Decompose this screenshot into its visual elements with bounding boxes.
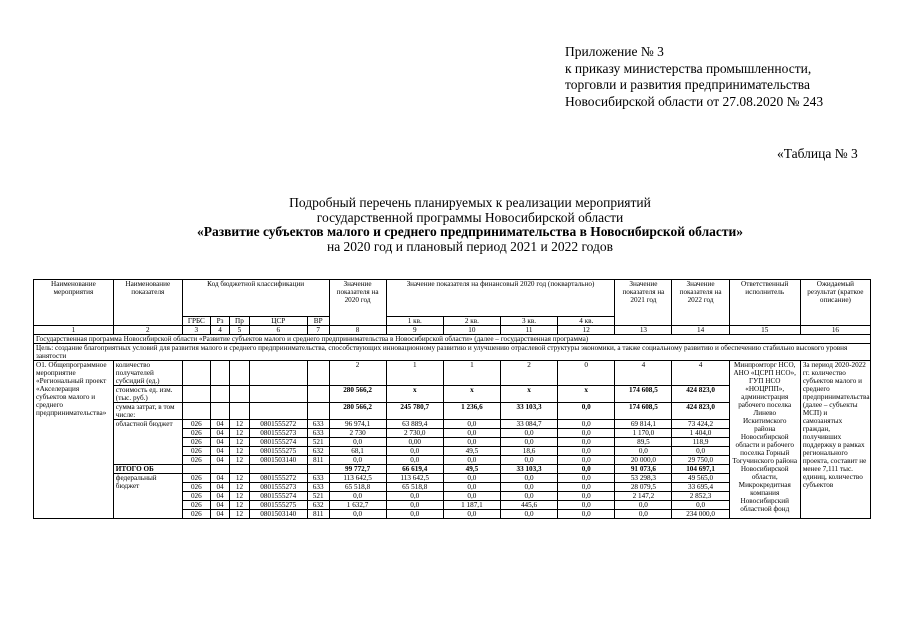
value-cell: 0,0 xyxy=(500,429,557,438)
header-budget-code: Код бюджетной классификации xyxy=(182,280,329,317)
value-cell: 04 xyxy=(210,501,229,510)
value-cell: 28 079,5 xyxy=(615,483,672,492)
value-cell: 04 xyxy=(210,447,229,456)
indicator-cost: стоимость ед. изм. (тыс. руб.) xyxy=(113,386,182,403)
value-cell: 33 103,3 xyxy=(500,465,557,474)
value-cell: 04 xyxy=(210,510,229,519)
subheader-q2: 2 кв. xyxy=(443,317,500,326)
indicator-sum: сумма затрат, в том числе: xyxy=(113,403,182,420)
value-cell: 91 073,6 xyxy=(615,465,672,474)
value-cell: 026 xyxy=(182,492,210,501)
value-cell: 026 xyxy=(182,429,210,438)
column-number: 11 xyxy=(500,326,557,335)
value-cell: 65 518,8 xyxy=(386,483,443,492)
value-cell: 2 xyxy=(500,361,557,386)
value-cell: 026 xyxy=(182,510,210,519)
value-cell: 68,1 xyxy=(329,447,386,456)
value-cell: 2 xyxy=(329,361,386,386)
value-cell: 04 xyxy=(210,474,229,483)
value-cell: 33 084,7 xyxy=(500,420,557,429)
value-cell: 12 xyxy=(230,456,249,465)
value-cell: 2 852,3 xyxy=(672,492,729,501)
indicator-count: количество получателей субсидий (ед.) xyxy=(113,361,182,386)
table-label: «Таблица № 3 xyxy=(777,146,858,161)
value-cell: 026 xyxy=(182,438,210,447)
value-cell: 0,0 xyxy=(386,492,443,501)
value-cell: 0,0 xyxy=(672,501,729,510)
value-cell: 53 298,3 xyxy=(615,474,672,483)
subheader-grbs: ГРБС xyxy=(182,317,210,326)
value-cell: 4 xyxy=(615,361,672,386)
value-cell: 04 xyxy=(210,456,229,465)
value-cell: x xyxy=(386,386,443,403)
appendix-line: торговли и развития предпринимательства xyxy=(565,77,810,92)
header-row xyxy=(34,280,871,317)
column-numbers-row xyxy=(34,326,871,335)
value-cell: 280 566,2 xyxy=(329,403,386,420)
value-cell: 0,0 xyxy=(500,483,557,492)
value-cell: 12 xyxy=(230,483,249,492)
subheader-q3: 3 кв. xyxy=(500,317,557,326)
column-number: 7 xyxy=(307,326,329,335)
value-cell: 0,0 xyxy=(500,456,557,465)
value-cell: 0801555272 xyxy=(249,420,307,429)
value-cell: 69 814,1 xyxy=(615,420,672,429)
subheader-vr: ВР xyxy=(307,317,329,326)
value-cell: 0,0 xyxy=(443,492,500,501)
value-cell: 4 xyxy=(672,361,729,386)
value-cell: 12 xyxy=(230,429,249,438)
value-cell: 0,0 xyxy=(615,501,672,510)
value-cell: 49 565,0 xyxy=(672,474,729,483)
value-cell: 2 730 xyxy=(329,429,386,438)
column-number: 4 xyxy=(210,326,229,335)
title-line: «Развитие субъектов малого и среднего предпринимательства в Новосибирской области» xyxy=(196,224,744,239)
value-cell: 424 823,0 xyxy=(672,403,729,420)
value-cell: 0801555274 xyxy=(249,438,307,447)
value-cell: 66 619,4 xyxy=(386,465,443,474)
value-cell: 0,0 xyxy=(500,510,557,519)
value-cell: 0,0 xyxy=(386,510,443,519)
column-number: 6 xyxy=(249,326,307,335)
value-cell: 0,0 xyxy=(558,403,615,420)
value-cell: 96 974,1 xyxy=(329,420,386,429)
subheader-q1: 1 кв. xyxy=(386,317,443,326)
value-cell: 026 xyxy=(182,483,210,492)
events-table xyxy=(33,279,871,519)
value-cell: 0,0 xyxy=(558,501,615,510)
value-cell: 49,5 xyxy=(443,447,500,456)
value-cell: 0,0 xyxy=(558,429,615,438)
value-cell: 0,0 xyxy=(329,492,386,501)
value-cell: 0,0 xyxy=(443,456,500,465)
value-cell: 1 187,1 xyxy=(443,501,500,510)
value-cell: 0,0 xyxy=(558,474,615,483)
value-cell: 026 xyxy=(182,501,210,510)
value-cell: 04 xyxy=(210,429,229,438)
header-indicator-name: Наименование показателя xyxy=(113,280,182,326)
column-number: 15 xyxy=(729,326,800,335)
value-cell: 0,0 xyxy=(500,492,557,501)
executor-cell: Минпромторг НСО, АНО «ЦСРП НСО», ГУП НСО «НОЦРПП», администрация рабочего поселка Линево Искитимского района Новосибирской области и рабочего поселка Горный Тогучинского района Новосибирской области, Микрокредитная компания Новосибирский областной фонд xyxy=(729,361,800,519)
result-cell: За период 2020-2022 гг. количество субъектов малого и среднего предпринимательства (далее – субъекты МСП) и самозанятых граждан, получивших поддержку в рамках регионального проекта, составит не менее 7,111 тыс. единиц, количество субъектов xyxy=(800,361,870,519)
value-cell: 632 xyxy=(307,447,329,456)
subheader-pr: Пр xyxy=(230,317,249,326)
value-cell: 1 236,6 xyxy=(443,403,500,420)
value-cell: 632 xyxy=(307,501,329,510)
value-cell: 0,00 xyxy=(386,438,443,447)
value-cell: 0801555275 xyxy=(249,501,307,510)
value-cell: 0,0 xyxy=(443,474,500,483)
value-cell: 12 xyxy=(230,492,249,501)
value-cell: 0,0 xyxy=(558,438,615,447)
appendix-line: Новосибирской области от 27.08.2020 № 243 xyxy=(565,93,824,109)
program-name: Государственная программа Новосибирской области «Развитие субъектов малого и среднего предпринимательства в Новосибирской области» (далее – государственная программа) xyxy=(34,335,871,344)
value-cell: 026 xyxy=(182,474,210,483)
value-cell: 12 xyxy=(230,447,249,456)
value-cell: 280 566,2 xyxy=(329,386,386,403)
value-cell: 12 xyxy=(230,420,249,429)
column-number: 5 xyxy=(230,326,249,335)
value-cell: 0,0 xyxy=(329,510,386,519)
value-cell: x xyxy=(443,386,500,403)
value-cell: 026 xyxy=(182,420,210,429)
value-cell: 0801555275 xyxy=(249,447,307,456)
value-cell: 33 103,3 xyxy=(500,403,557,420)
value-cell: 0 xyxy=(558,361,615,386)
value-cell: 04 xyxy=(210,483,229,492)
appendix-header xyxy=(565,44,823,110)
event-name: О1. Общепрограммное мероприятие «Региональный проект «Акселерация субъектов малого и среднего предпринимательства» xyxy=(34,361,114,519)
value-cell: 33 695,4 xyxy=(672,483,729,492)
value-cell: 1 170,0 xyxy=(615,429,672,438)
value-cell: 0801555274 xyxy=(249,492,307,501)
value-cell: 521 xyxy=(307,492,329,501)
program-goal: Цель: создание благоприятных условий для развития малого и среднего предпринимательства, способствующих инновационному развитию и улучшению отраслевой структуры экономики, а также социальному развитию и обеспечению стабильно высокого уровня занятости xyxy=(34,344,871,361)
value-cell: 0,0 xyxy=(558,510,615,519)
value-cell: 0,0 xyxy=(386,447,443,456)
header-value-2020: Значение показателя на 2020 год xyxy=(329,280,386,326)
subheader-q4: 4 кв. xyxy=(558,317,615,326)
value-cell: 811 xyxy=(307,456,329,465)
value-cell: 1 632,7 xyxy=(329,501,386,510)
value-cell: 026 xyxy=(182,456,210,465)
column-number: 13 xyxy=(615,326,672,335)
value-cell: 633 xyxy=(307,429,329,438)
value-cell: 0,0 xyxy=(443,429,500,438)
value-cell: 0,0 xyxy=(558,447,615,456)
column-number: 16 xyxy=(800,326,870,335)
value-cell: 633 xyxy=(307,483,329,492)
value-cell: 2 147,2 xyxy=(615,492,672,501)
value-cell: 0,0 xyxy=(558,483,615,492)
value-cell: 445,6 xyxy=(500,501,557,510)
value-cell: 1 404,0 xyxy=(672,429,729,438)
value-cell: 1 xyxy=(443,361,500,386)
value-cell: 04 xyxy=(210,438,229,447)
value-cell: 0,0 xyxy=(500,474,557,483)
total-label: ИТОГО ОБ xyxy=(113,465,182,474)
value-cell: 026 xyxy=(182,447,210,456)
value-cell: 65 518,8 xyxy=(329,483,386,492)
value-cell: 73 424,2 xyxy=(672,420,729,429)
value-cell: 0,0 xyxy=(443,420,500,429)
title-line: Подробный перечень планируемых к реализации мероприятий xyxy=(289,195,651,210)
value-cell: 0,0 xyxy=(615,447,672,456)
column-number: 9 xyxy=(386,326,443,335)
value-cell: 113 642,5 xyxy=(386,474,443,483)
value-cell: 0,0 xyxy=(615,510,672,519)
value-cell: 424 823,0 xyxy=(672,386,729,403)
value-cell: 18,6 xyxy=(500,447,557,456)
appendix-line: Приложение № 3 xyxy=(565,44,664,59)
budget-source-label: областной бюджет xyxy=(113,420,182,465)
title-line: государственной программы Новосибирской области xyxy=(316,209,624,225)
budget-source-label: федеральный бюджет xyxy=(113,474,182,519)
value-cell: x xyxy=(558,386,615,403)
header-executor: Ответственный исполнитель xyxy=(729,280,800,326)
value-cell: 0801503140 xyxy=(249,510,307,519)
column-number: 12 xyxy=(558,326,615,335)
value-cell: 12 xyxy=(230,501,249,510)
value-cell: 633 xyxy=(307,474,329,483)
value-cell: 0,0 xyxy=(443,510,500,519)
value-cell: 0,0 xyxy=(558,492,615,501)
value-cell: 2 730,0 xyxy=(386,429,443,438)
value-cell: 0,0 xyxy=(558,465,615,474)
header-value-2022: Значение показателя на 2022 год xyxy=(672,280,729,326)
value-cell: 811 xyxy=(307,510,329,519)
goal-row xyxy=(34,344,871,361)
document-title xyxy=(120,196,820,254)
appendix-line: к приказу министерства промышленности, xyxy=(565,60,812,76)
value-cell: 04 xyxy=(210,492,229,501)
value-cell: 245 780,7 xyxy=(386,403,443,420)
value-cell: 12 xyxy=(230,510,249,519)
value-cell: 0,0 xyxy=(386,501,443,510)
value-cell: 234 000,0 xyxy=(672,510,729,519)
title-line: на 2020 год и плановый период 2021 и 2022 годов xyxy=(326,238,614,254)
column-number: 2 xyxy=(113,326,182,335)
value-cell: 12 xyxy=(230,474,249,483)
value-cell: 0801555272 xyxy=(249,474,307,483)
header-event-name: Наименование мероприятия xyxy=(34,280,114,326)
value-cell: 20 000,0 xyxy=(615,456,672,465)
value-cell: 0,0 xyxy=(558,456,615,465)
value-cell: 0,0 xyxy=(443,438,500,447)
value-cell: 12 xyxy=(230,438,249,447)
header-result: Ожидаемый результат (краткое описание) xyxy=(800,280,870,326)
column-number: 14 xyxy=(672,326,729,335)
value-cell: 633 xyxy=(307,420,329,429)
value-cell: 04 xyxy=(210,420,229,429)
value-cell: 0,0 xyxy=(329,438,386,447)
value-cell: 118,9 xyxy=(672,438,729,447)
value-cell: 99 772,7 xyxy=(329,465,386,474)
value-cell: x xyxy=(500,386,557,403)
value-cell: 49,5 xyxy=(443,465,500,474)
value-cell: 174 608,5 xyxy=(615,386,672,403)
value-cell: 1 xyxy=(386,361,443,386)
value-cell: 113 642,5 xyxy=(329,474,386,483)
value-cell: 63 889,4 xyxy=(386,420,443,429)
header-value-2021: Значение показателя на 2021 год xyxy=(615,280,672,326)
program-row xyxy=(34,335,871,344)
value-cell: 89,5 xyxy=(615,438,672,447)
value-cell: 104 697,1 xyxy=(672,465,729,474)
value-cell: 521 xyxy=(307,438,329,447)
value-cell: 29 750,0 xyxy=(672,456,729,465)
table-row xyxy=(34,361,871,386)
value-cell: 0,0 xyxy=(443,483,500,492)
value-cell: 174 608,5 xyxy=(615,403,672,420)
value-cell: 0801555273 xyxy=(249,429,307,438)
value-cell: 0,0 xyxy=(329,456,386,465)
value-cell: 0801503140 xyxy=(249,456,307,465)
value-cell: 0,0 xyxy=(558,420,615,429)
column-number: 1 xyxy=(34,326,114,335)
column-number: 10 xyxy=(443,326,500,335)
value-cell: 0,0 xyxy=(386,456,443,465)
header-value-quarterly: Значение показателя на финансовый 2020 год (поквартально) xyxy=(386,280,615,317)
column-number: 8 xyxy=(329,326,386,335)
value-cell: 0801555273 xyxy=(249,483,307,492)
subheader-csr: ЦСР xyxy=(249,317,307,326)
value-cell: 0,0 xyxy=(672,447,729,456)
value-cell: 0,0 xyxy=(500,438,557,447)
subheader-rz: Рз xyxy=(210,317,229,326)
column-number: 3 xyxy=(182,326,210,335)
